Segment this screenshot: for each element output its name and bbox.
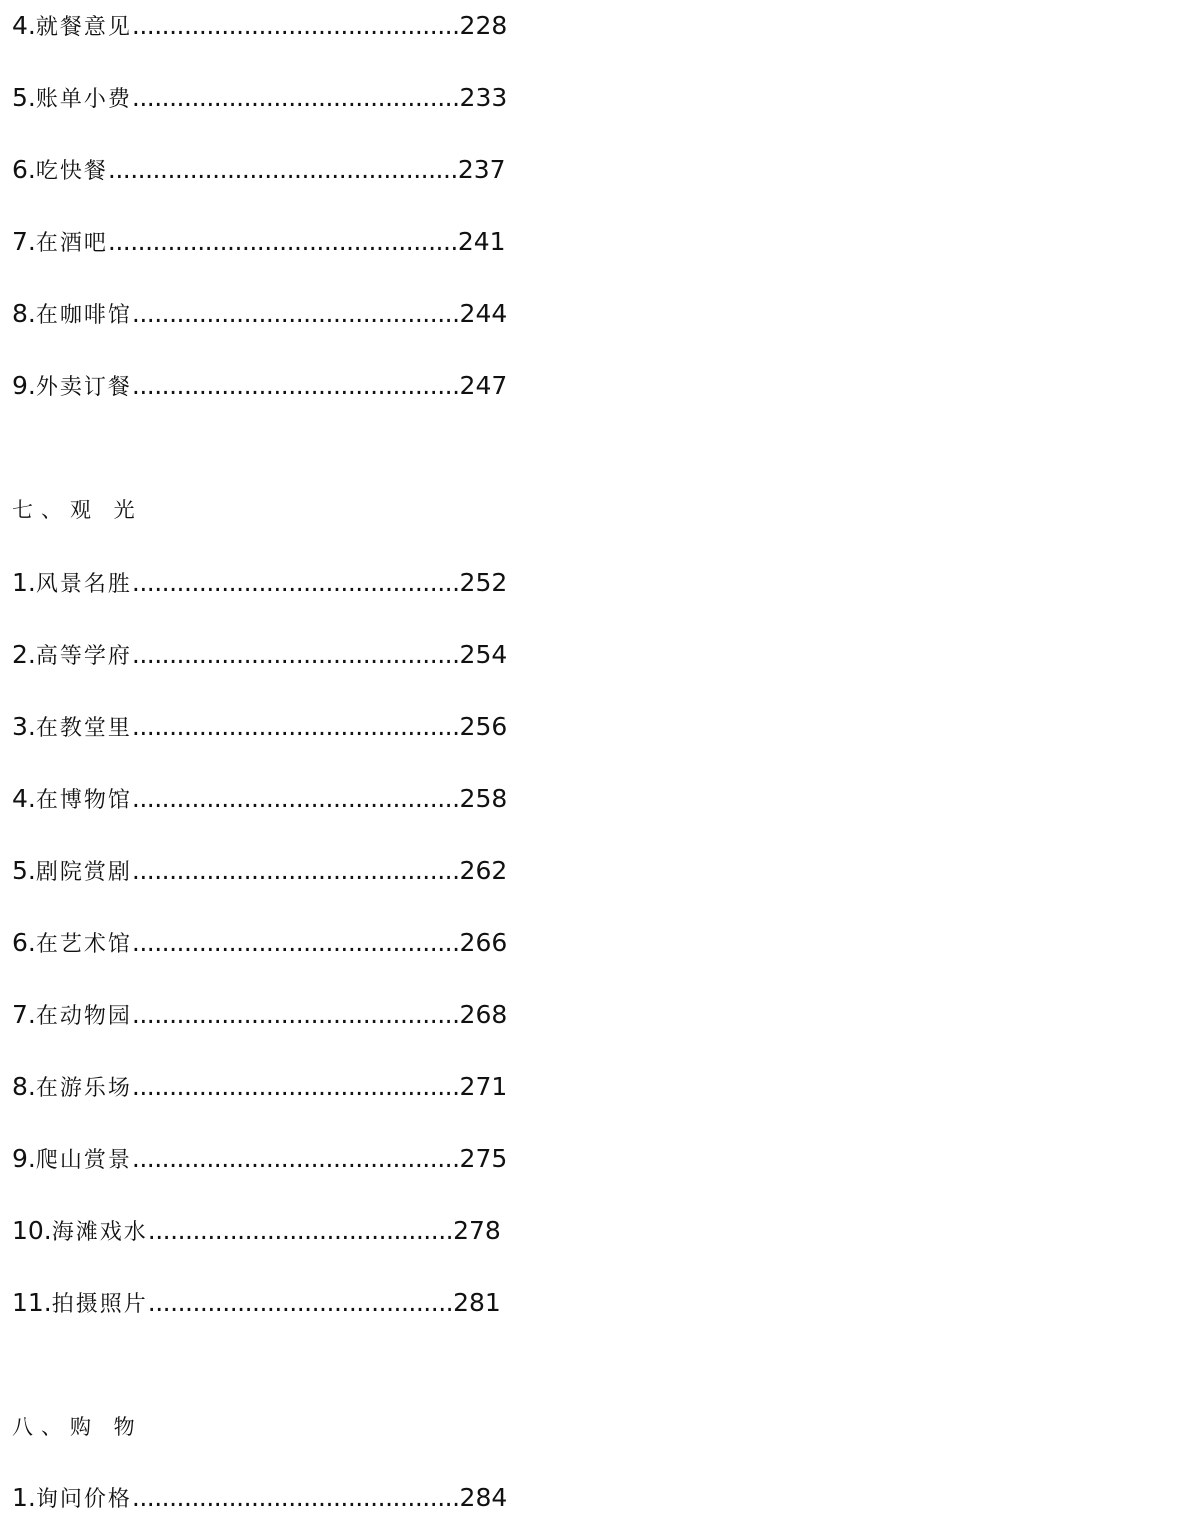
entry-page-number: 271: [459, 1072, 508, 1101]
section-heading: 八、购 物: [12, 1415, 143, 1439]
entry-number: 1.: [12, 1483, 36, 1512]
entry-number: 6.: [12, 928, 36, 957]
entry-page-number: 281: [453, 1288, 501, 1317]
entry-page-number: 256: [459, 712, 508, 741]
entry-page-number: 278: [453, 1216, 501, 1245]
entry-number: 8.: [12, 299, 36, 328]
toc-entry: [12, 779, 507, 819]
entry-title: 在教堂里: [35, 716, 132, 741]
toc-entry: [12, 294, 507, 334]
entry-page-number: 247: [459, 371, 508, 400]
toc-entry: [12, 1139, 507, 1179]
toc-entry: [12, 923, 507, 963]
entry-number: 1.: [12, 568, 36, 597]
toc-entry: [12, 1478, 507, 1518]
entry-leader-dots: .........................................: [147, 1216, 454, 1245]
entry-number: 4.: [12, 11, 36, 40]
entry-title: 账单小费: [35, 87, 132, 112]
entry-leader-dots: ............................................: [131, 640, 460, 669]
toc-entry: [12, 851, 507, 891]
entry-title: 剧院赏剧: [35, 860, 132, 885]
entry-title: 吃快餐: [35, 159, 108, 184]
entry-title: 就餐意见: [35, 15, 132, 40]
toc-entry: [12, 1283, 501, 1323]
entry-page-number: 228: [459, 11, 508, 40]
toc-entry: [12, 635, 507, 675]
entry-leader-dots: .........................................: [147, 1288, 454, 1317]
entry-leader-dots: ...............................................: [107, 155, 458, 184]
entry-number: 10.: [12, 1216, 52, 1245]
entry-title: 询问价格: [35, 1487, 132, 1512]
entry-page-number: 284: [459, 1483, 508, 1512]
entry-page-number: 254: [459, 640, 508, 669]
entry-number: 9.: [12, 1144, 36, 1173]
entry-title: 在艺术馆: [35, 932, 132, 957]
toc-entry: [12, 366, 507, 406]
entry-leader-dots: ............................................: [131, 11, 460, 40]
entry-title: 高等学府: [35, 644, 132, 669]
entry-number: 9.: [12, 371, 36, 400]
entry-title: 海滩戏水: [51, 1220, 148, 1245]
entry-page-number: 258: [459, 784, 508, 813]
entry-number: 5.: [12, 856, 36, 885]
entry-number: 4.: [12, 784, 36, 813]
entry-leader-dots: ............................................: [131, 568, 460, 597]
entry-page-number: 275: [459, 1144, 508, 1173]
entry-title: 在酒吧: [35, 231, 108, 256]
entry-page-number: 266: [459, 928, 508, 957]
entry-number: 11.: [12, 1288, 52, 1317]
entry-number: 5.: [12, 83, 36, 112]
entry-page-number: 262: [459, 856, 508, 885]
entry-number: 2.: [12, 640, 36, 669]
entry-title: 在游乐场: [35, 1076, 132, 1101]
entry-leader-dots: ............................................: [131, 712, 460, 741]
entry-leader-dots: ............................................: [131, 1483, 460, 1512]
entry-number: 6.: [12, 155, 36, 184]
entry-page-number: 268: [459, 1000, 508, 1029]
toc-entry: [12, 1211, 501, 1251]
entry-page-number: 244: [459, 299, 508, 328]
entry-leader-dots: ............................................: [131, 856, 460, 885]
entry-title: 在动物园: [35, 1004, 132, 1029]
entry-title: 拍摄照片: [51, 1292, 148, 1317]
toc-entry: [12, 222, 506, 262]
entry-number: 7.: [12, 1000, 36, 1029]
entry-title: 外卖订餐: [35, 375, 132, 400]
entry-leader-dots: ............................................: [131, 1072, 460, 1101]
entry-leader-dots: ............................................: [131, 928, 460, 957]
entry-page-number: 237: [457, 155, 506, 184]
toc-entry: [12, 563, 507, 603]
entry-number: 7.: [12, 227, 36, 256]
entry-page-number: 233: [459, 83, 508, 112]
entry-leader-dots: ............................................: [131, 371, 460, 400]
entry-page-number: 241: [457, 227, 506, 256]
entry-number: 3.: [12, 712, 36, 741]
entry-page-number: 252: [459, 568, 508, 597]
toc-entry: [12, 6, 507, 46]
entry-leader-dots: ............................................: [131, 83, 460, 112]
entry-title: 爬山赏景: [35, 1148, 132, 1173]
entry-leader-dots: ............................................: [131, 1144, 460, 1173]
section-heading: 七、观 光: [12, 498, 143, 522]
toc-entry: [12, 1067, 507, 1107]
toc-entry: [12, 707, 507, 747]
toc-entry: [12, 150, 506, 190]
entry-title: 在咖啡馆: [35, 303, 132, 328]
entry-leader-dots: ............................................: [131, 299, 460, 328]
toc-entry: [12, 78, 507, 118]
entry-leader-dots: ............................................: [131, 784, 460, 813]
entry-title: 风景名胜: [35, 572, 132, 597]
entry-leader-dots: ............................................: [131, 1000, 460, 1029]
entry-leader-dots: ...............................................: [107, 227, 458, 256]
toc-entry: [12, 995, 507, 1035]
entry-number: 8.: [12, 1072, 36, 1101]
entry-title: 在博物馆: [35, 788, 132, 813]
